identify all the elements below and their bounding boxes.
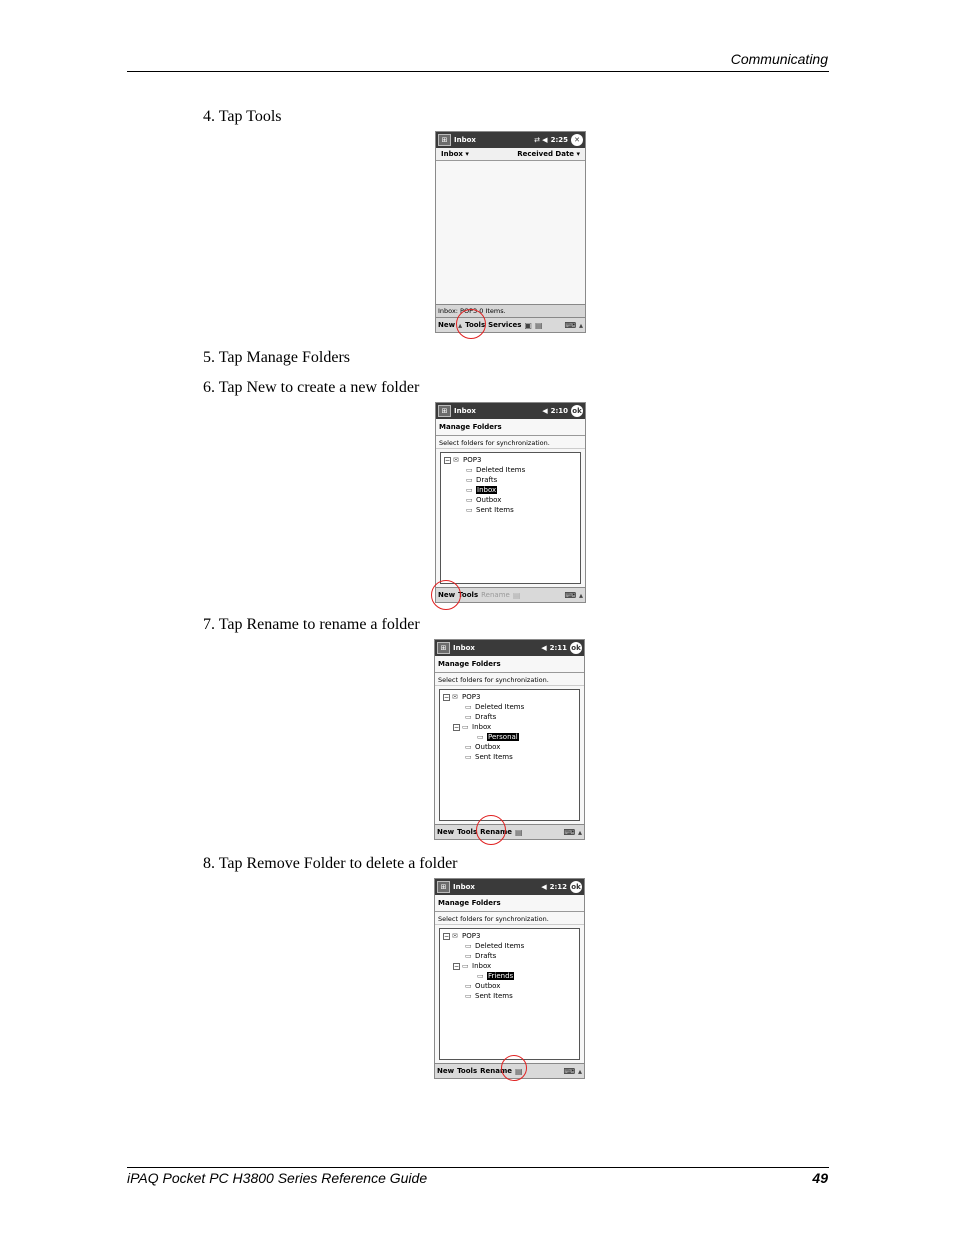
instruction-text: Select folders for synchronization. — [435, 912, 584, 925]
folder-tree — [439, 928, 580, 1060]
tree-row[interactable]: ▭ Outbox — [466, 496, 502, 504]
mailbox-icon: ✉ — [452, 693, 458, 701]
new-button[interactable]: New — [438, 321, 456, 329]
ok-button[interactable]: ok — [572, 407, 582, 415]
remove-folder-icon[interactable]: ▤ — [515, 827, 523, 837]
title-bar — [435, 640, 584, 656]
mailbox-icon: ✉ — [452, 932, 458, 940]
folder-icon: ▭ — [465, 982, 472, 990]
services-button[interactable]: Services — [488, 321, 522, 329]
speaker-icon[interactable]: ◀ — [542, 407, 548, 415]
folder-icon: ▭ — [477, 972, 484, 980]
sort-dropdown[interactable]: Received Date ▾ — [517, 150, 580, 158]
folder-icon: ▭ — [465, 992, 472, 1000]
folder-sort-bar — [436, 148, 585, 161]
tree-row[interactable]: − ▭ Inbox — [454, 723, 492, 731]
step-7: 7. Tap Rename to rename a folder — [203, 616, 420, 633]
tap-indicator-circle — [501, 1055, 527, 1081]
ok-button[interactable]: ok — [571, 644, 581, 652]
title-bar — [436, 403, 585, 419]
header-rule — [127, 71, 829, 72]
speaker-icon[interactable]: ◀ — [541, 883, 547, 891]
start-menu-icon[interactable]: ⊞ — [437, 881, 450, 893]
tap-indicator-circle — [456, 309, 486, 339]
app-title: Inbox — [453, 644, 475, 652]
command-bar — [435, 824, 584, 839]
folder-icon: ▭ — [465, 753, 472, 761]
keyboard-icon[interactable]: ⌨ — [564, 320, 576, 330]
tools-button[interactable]: Tools — [458, 591, 479, 599]
collapse-icon[interactable]: − — [445, 456, 451, 464]
tap-indicator-circle — [431, 580, 461, 610]
send-receive-icon[interactable]: ▣ — [524, 320, 532, 330]
clock[interactable]: 2:12 — [549, 883, 567, 891]
new-button[interactable]: New — [437, 1067, 455, 1075]
keyboard-icon[interactable]: ⌨ — [563, 827, 575, 837]
step-4: 4. Tap Tools — [203, 108, 282, 125]
new-button[interactable]: New — [438, 591, 456, 599]
input-arrow-icon[interactable]: ▴ — [577, 827, 582, 837]
app-title: Inbox — [453, 883, 475, 891]
folder-icon: ▭ — [465, 952, 472, 960]
app-title: Inbox — [454, 136, 476, 144]
tree-row[interactable]: ▭ Outbox — [465, 743, 501, 751]
page-number: 49 — [812, 1170, 828, 1186]
tree-row[interactable]: ▭ Deleted Items — [465, 942, 525, 950]
tree-row[interactable]: ▭ Sent Items — [465, 992, 513, 1000]
folder-tree — [439, 689, 580, 821]
tree-row[interactable]: ▭ Friends — [477, 972, 514, 980]
rename-button[interactable]: Rename — [481, 591, 510, 599]
collapse-icon[interactable]: − — [454, 962, 460, 970]
folder-dropdown[interactable]: Inbox ▾ — [441, 150, 469, 158]
remove-folder-icon[interactable]: ▤ — [512, 590, 521, 600]
instruction-text: Select folders for synchronization. — [435, 673, 584, 686]
title-bar — [436, 132, 585, 148]
folder-icon: ▭ — [466, 466, 473, 474]
new-button[interactable]: New — [437, 828, 455, 836]
screen-heading: Manage Folders — [435, 656, 584, 673]
input-arrow-icon[interactable]: ▴ — [577, 1066, 582, 1076]
tree-row[interactable]: ▭ Drafts — [466, 476, 498, 484]
status-line: Inbox: POP3 0 Items. — [436, 304, 585, 317]
tree-row[interactable]: ▭ Drafts — [465, 713, 497, 721]
close-icon[interactable]: ✕ — [571, 134, 583, 146]
folder-icon: ▭ — [465, 713, 472, 721]
folder-icon: ▭ — [466, 476, 473, 484]
speaker-icon[interactable]: ◀ — [541, 644, 547, 652]
tree-row[interactable]: ▭ Drafts — [465, 952, 497, 960]
clock[interactable]: 2:25 — [550, 136, 568, 144]
folder-icon: ▭ — [465, 942, 472, 950]
folder-tree — [440, 452, 581, 584]
remove-folder-icon[interactable]: ▤ — [515, 1066, 523, 1076]
tree-row[interactable]: − ▭ Inbox — [454, 962, 492, 970]
keyboard-icon[interactable]: ⌨ — [564, 590, 576, 600]
app-title: Inbox — [454, 407, 476, 415]
screenshot-inbox — [435, 131, 586, 333]
collapse-icon[interactable]: − — [444, 932, 450, 940]
title-bar — [435, 879, 584, 895]
screen-heading: Manage Folders — [435, 895, 584, 912]
folder-icon: ▭ — [466, 486, 473, 494]
tap-indicator-circle — [476, 815, 506, 845]
collapse-icon[interactable]: − — [444, 693, 450, 701]
folder-icon: ▭ — [465, 703, 472, 711]
running-header: Communicating — [730, 51, 828, 67]
folder-icon: ▭ — [462, 962, 469, 970]
message-icon[interactable]: ▤ — [534, 320, 543, 330]
rename-button[interactable]: Rename — [480, 828, 512, 836]
mailbox-icon: ✉ — [453, 456, 459, 464]
start-menu-icon[interactable]: ⊞ — [437, 642, 450, 654]
tree-row[interactable]: ▭ Personal — [477, 733, 518, 741]
input-arrow-icon[interactable]: ▴ — [578, 320, 583, 330]
tree-row[interactable]: ▭ Sent Items — [465, 753, 513, 761]
arrow-up-icon[interactable]: ▴ — [458, 320, 463, 330]
tree-row[interactable]: − ✉ POP3 — [444, 932, 481, 940]
folder-icon: ▭ — [477, 733, 484, 741]
step-8: 8. Tap Remove Folder to delete a folder — [203, 855, 458, 872]
screen-heading: Manage Folders — [436, 419, 585, 436]
tree-row[interactable]: ▭ Inbox — [466, 486, 497, 494]
tree-row[interactable]: ▭ Deleted Items — [466, 466, 526, 474]
tools-button[interactable]: Tools — [457, 828, 478, 836]
folder-icon: ▭ — [465, 743, 472, 751]
connection-speaker-icon[interactable]: ⇄ ◀ — [534, 136, 548, 144]
clock[interactable]: 2:11 — [549, 644, 567, 652]
tree-row[interactable]: ▭ Outbox — [465, 982, 501, 990]
collapse-icon[interactable]: − — [454, 723, 460, 731]
footer-title: iPAQ Pocket PC H3800 Series Reference Guide — [127, 1170, 428, 1186]
keyboard-icon[interactable]: ⌨ — [563, 1066, 575, 1076]
clock[interactable]: 2:10 — [550, 407, 568, 415]
screenshot-manage-folders-rename — [434, 639, 585, 840]
rename-button[interactable]: Rename — [480, 1067, 512, 1075]
input-arrow-icon[interactable]: ▴ — [578, 590, 583, 600]
tree-row[interactable]: − ✉ POP3 — [445, 456, 482, 464]
screenshot-manage-folders-remove — [434, 878, 585, 1079]
step-5: 5. Tap Manage Folders — [203, 349, 350, 366]
instruction-text: Select folders for synchronization. — [436, 436, 585, 449]
step-6: 6. Tap New to create a new folder — [203, 379, 420, 396]
folder-icon: ▭ — [466, 496, 473, 504]
tree-row[interactable]: − ✉ POP3 — [444, 693, 481, 701]
tools-button[interactable]: Tools — [465, 321, 486, 329]
screenshot-manage-folders-new — [435, 402, 586, 603]
folder-icon: ▭ — [462, 723, 469, 731]
tree-row[interactable]: ▭ Sent Items — [466, 506, 514, 514]
footer-rule — [127, 1167, 829, 1168]
ok-button[interactable]: ok — [571, 883, 581, 891]
tree-row[interactable]: ▭ Deleted Items — [465, 703, 525, 711]
start-menu-icon[interactable]: ⊞ — [438, 134, 451, 146]
start-menu-icon[interactable]: ⊞ — [438, 405, 451, 417]
tools-button[interactable]: Tools — [457, 1067, 478, 1075]
folder-icon: ▭ — [466, 506, 473, 514]
